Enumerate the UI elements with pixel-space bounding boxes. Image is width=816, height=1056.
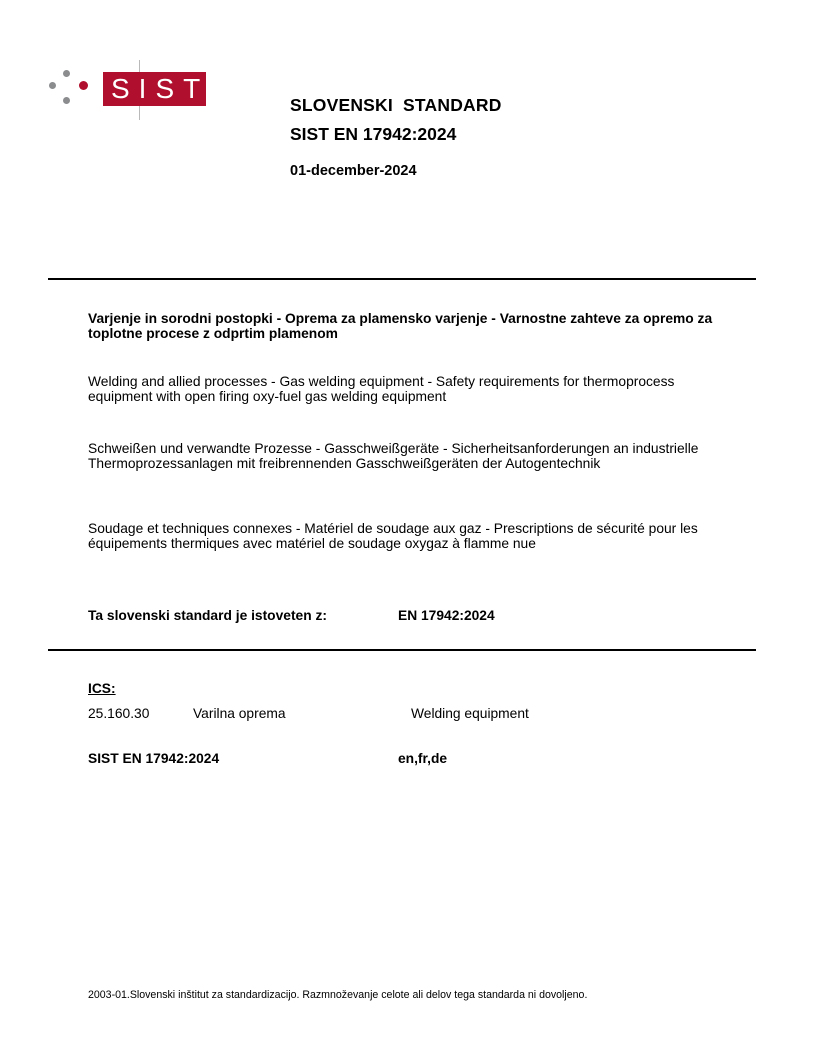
- title-english: Welding and allied processes - Gas welding equipment - Safety requirements for thermoprocess equipment with open firing oxy-fuel gas welding equipment: [88, 374, 675, 404]
- sist-logo: [47, 64, 210, 120]
- ics-code: 25.160.30: [88, 706, 150, 721]
- logo-dot-icon: [63, 70, 70, 77]
- ics-description-english: Welding equipment: [411, 706, 529, 721]
- logo-wordmark: SIST: [103, 72, 206, 106]
- document-type-title: SLOVENSKI STANDARD: [290, 95, 502, 115]
- ics-description-slovenian: Varilna oprema: [193, 706, 286, 721]
- standard-code-heading: SIST EN 17942:2024: [290, 124, 457, 144]
- logo-dot-accent-icon: [79, 81, 88, 90]
- ics-label: ICS:: [88, 681, 116, 696]
- standard-languages: en,fr,de: [398, 751, 448, 766]
- divider-bottom: [48, 649, 756, 651]
- logo-dot-icon: [49, 82, 56, 89]
- title-french: Soudage et techniques connexes - Matériel de soudage aux gaz - Prescriptions de sécurité pour les équipements thermiques avec matériel de soudage oxygaz à flamme nue: [88, 521, 698, 551]
- divider-top: [48, 278, 756, 280]
- title-slovenian: Varjenje in sorodni postopki - Oprema za plamensko varjenje - Varnostne zahteve za opremo za toplotne procese z odprtim plamenom: [88, 311, 713, 341]
- publication-date: 01-december-2024: [290, 163, 417, 179]
- copyright-footer: 2003-01.Slovenski inštitut za standardizacijo. Razmnoževanje celote ali delov tega standarda ni dovoljeno.: [88, 989, 588, 1001]
- identical-value: EN 17942:2024: [398, 608, 495, 623]
- title-german: Schweißen und verwandte Prozesse - Gasschweißgeräte - Sicherheitsanforderungen an industrielle Thermoprozessanlagen mit freibrennenden Gasschweißgeräten der Autogentechnik: [88, 441, 699, 471]
- logo-dot-icon: [63, 97, 70, 104]
- standard-code: SIST EN 17942:2024: [88, 751, 220, 766]
- identical-label: Ta slovenski standard je istoveten z:: [88, 608, 327, 623]
